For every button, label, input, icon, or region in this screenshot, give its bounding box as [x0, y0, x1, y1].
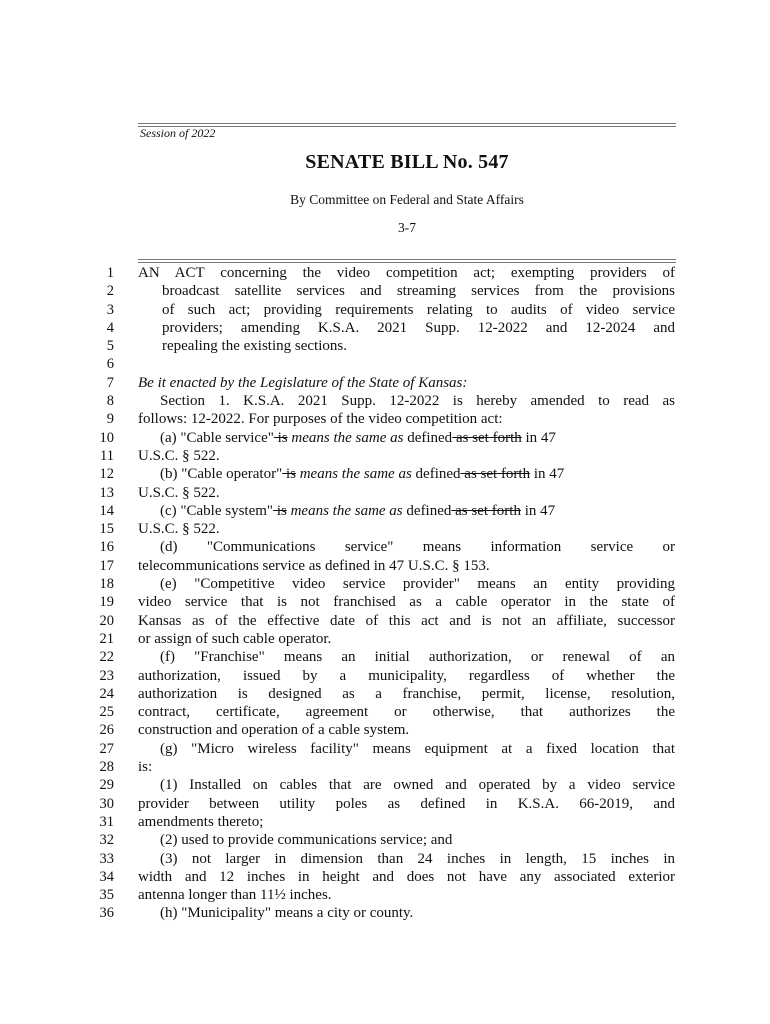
- session-label: Session of 2022: [140, 126, 216, 140]
- line-number: 4: [106, 319, 114, 336]
- line-text: providers; amending K.S.A. 2021 Supp. 12-2022 and 12-2024 and: [162, 319, 675, 336]
- line-number: 21: [99, 630, 114, 647]
- line-text: Kansas as of the effective date of this act and is not an affiliate, successor: [138, 612, 675, 629]
- bill-line: [0, 740, 770, 758]
- line-text-segment: defined: [403, 429, 453, 446]
- line-number: 28: [99, 759, 114, 776]
- line-text: (2) used to provide communications service; and: [160, 832, 453, 849]
- line-text: (g) "Micro wireless facility" means equipment at a fixed location that: [160, 740, 675, 757]
- line-text: (d) "Communications service" means information service or: [160, 539, 675, 556]
- bill-line: [0, 612, 770, 630]
- line-number: 15: [99, 521, 114, 538]
- line-text: repealing the existing sections.: [162, 338, 347, 355]
- line-number: 32: [99, 832, 114, 849]
- bill-line: [0, 447, 770, 465]
- struck-text: is: [273, 429, 288, 446]
- line-number: 9: [106, 411, 114, 428]
- inserted-text: means the same as: [287, 429, 404, 446]
- line-text: construction and operation of a cable system.: [138, 722, 410, 739]
- line-number: 18: [99, 576, 114, 593]
- bill-line: [0, 904, 770, 922]
- bill-line: [0, 721, 770, 739]
- line-number: 35: [99, 887, 114, 904]
- line-text: U.S.C. § 522.: [138, 484, 220, 501]
- bill-line: [0, 282, 770, 300]
- line-number: 24: [99, 685, 114, 702]
- line-text: authorization is designed as a franchise, permit, license, resolution,: [138, 685, 675, 702]
- bill-line: [0, 813, 770, 831]
- line-text: AN ACT concerning the video competition act; exempting providers of: [138, 265, 675, 281]
- bill-line: [0, 776, 770, 794]
- line-number: 27: [99, 740, 114, 757]
- line-number: 16: [99, 539, 114, 556]
- line-number: 22: [99, 649, 114, 666]
- bill-line: [0, 538, 770, 556]
- line-text: (3) not larger in dimension than 24 inches in length, 15 inches in: [160, 850, 675, 867]
- bill-body: [0, 264, 770, 923]
- bill-line: [0, 484, 770, 502]
- line-text: contract, certificate, agreement or otherwise, that authorizes the: [138, 704, 675, 721]
- line-text: width and 12 inches in height and does not have any associated exterior: [138, 868, 675, 885]
- top-rule: [138, 123, 676, 124]
- line-number: 12: [99, 466, 114, 483]
- line-number: 19: [99, 594, 114, 611]
- line-number: 8: [106, 393, 114, 410]
- line-number: 10: [99, 429, 114, 446]
- inserted-text: means the same as: [286, 502, 403, 519]
- inserted-text: means the same as: [295, 466, 412, 483]
- line-text: (1) Installed on cables that are owned and operated by a video service: [160, 777, 675, 794]
- bill-line: [0, 703, 770, 721]
- bill-line: [0, 337, 770, 355]
- line-text: follows: 12-2022. For purposes of the video competition act:: [138, 411, 503, 428]
- struck-text: as set forth: [460, 466, 531, 483]
- line-number: 11: [100, 447, 114, 464]
- line-text-segment: in 47: [521, 429, 556, 446]
- bill-date: 3-7: [398, 220, 416, 235]
- bill-line: [0, 374, 770, 392]
- line-number: 25: [99, 704, 114, 721]
- line-number: 2: [106, 283, 114, 300]
- bill-line: [0, 319, 770, 337]
- header-bottom-rule: [138, 259, 676, 260]
- line-text: Section 1. K.S.A. 2021 Supp. 12-2022 is hereby amended to read as: [160, 393, 675, 410]
- line-number: 23: [99, 667, 114, 684]
- line-text: [138, 429, 675, 447]
- line-number: 1: [106, 265, 114, 281]
- struck-text: as set forth: [452, 429, 522, 446]
- line-number: 6: [106, 356, 114, 373]
- definition-term: (b) "Cable operator": [160, 466, 283, 483]
- line-number: 30: [99, 795, 114, 812]
- bill-line: [0, 593, 770, 611]
- line-text: of such act; providing requirements relating to audits of video service: [162, 301, 675, 318]
- bill-line: [0, 355, 770, 373]
- line-text: (e) "Competitive video service provider" means an entity providing: [160, 576, 675, 593]
- definition-term: (c) "Cable system": [160, 502, 274, 519]
- line-number: 7: [106, 374, 114, 391]
- bill-title: SENATE BILL No. 547: [305, 151, 509, 173]
- line-text-segment: defined: [411, 466, 461, 483]
- line-text: telecommunications service as defined in 47 U.S.C. § 153.: [138, 557, 490, 574]
- line-text: (h) "Municipality" means a city or county.: [160, 905, 414, 922]
- top-rule-second: [138, 126, 676, 127]
- line-text: U.S.C. § 522.: [138, 521, 220, 538]
- line-text: broadcast satellite services and streaming services from the provisions: [162, 283, 675, 300]
- line-text-segment: in 47: [530, 466, 565, 483]
- bill-line: [0, 831, 770, 849]
- line-text: is:: [138, 759, 153, 776]
- bill-line: [0, 850, 770, 868]
- bill-line: [0, 392, 770, 410]
- struck-text: is: [282, 466, 296, 483]
- bill-line: [0, 648, 770, 666]
- line-text: U.S.C. § 522.: [138, 447, 220, 464]
- bill-line: [0, 502, 770, 520]
- line-text-segment: defined: [402, 502, 452, 519]
- line-text: [138, 502, 675, 520]
- line-number: 20: [99, 612, 114, 629]
- bill-line: [0, 868, 770, 886]
- line-text: provider between utility poles as defined in K.S.A. 66-2019, and: [138, 795, 675, 812]
- bill-line: [0, 685, 770, 703]
- bill-line: [0, 520, 770, 538]
- line-number: 26: [99, 722, 114, 739]
- bill-line: [0, 575, 770, 593]
- bill-line: [0, 667, 770, 685]
- bill-line: [0, 410, 770, 428]
- bill-line: [0, 465, 770, 483]
- line-text: authorization, issued by a municipality, regardless of whether the: [138, 667, 675, 684]
- definition-term: (a) "Cable service": [160, 429, 274, 446]
- struck-text: is: [273, 502, 287, 519]
- line-number: 17: [99, 557, 114, 574]
- line-text: amendments thereto;: [138, 813, 264, 830]
- bill-line: [0, 795, 770, 813]
- bill-line: [0, 557, 770, 575]
- line-number: 14: [99, 502, 114, 519]
- bill-line: [0, 630, 770, 648]
- struck-text: as set forth: [451, 502, 521, 519]
- line-number: 36: [99, 905, 114, 922]
- header-bottom-rule-second: [138, 262, 676, 263]
- line-text-segment: in 47: [520, 502, 556, 519]
- bill-line: [0, 429, 770, 447]
- line-text: (f) "Franchise" means an initial authorization, or renewal of an: [160, 649, 675, 666]
- bill-sponsor: By Committee on Federal and State Affairs: [290, 192, 524, 207]
- line-number: 13: [99, 484, 114, 501]
- line-text: [138, 465, 675, 483]
- line-number: 31: [99, 813, 114, 830]
- bill-line: [0, 886, 770, 904]
- line-text: antenna longer than 11½ inches.: [138, 887, 332, 904]
- bill-line: [0, 758, 770, 776]
- bill-line: [0, 264, 770, 282]
- line-number: 29: [99, 777, 114, 794]
- line-number: 3: [106, 301, 114, 318]
- enacting-clause: Be it enacted by the Legislature of the State of Kansas:: [138, 374, 468, 391]
- line-text: or assign of such cable operator.: [138, 630, 332, 647]
- bill-line: [0, 301, 770, 319]
- line-number: 5: [106, 338, 114, 355]
- line-number: 33: [99, 850, 114, 867]
- line-number: 34: [99, 868, 114, 885]
- line-text: video service that is not franchised as a cable operator in the state of: [138, 594, 675, 611]
